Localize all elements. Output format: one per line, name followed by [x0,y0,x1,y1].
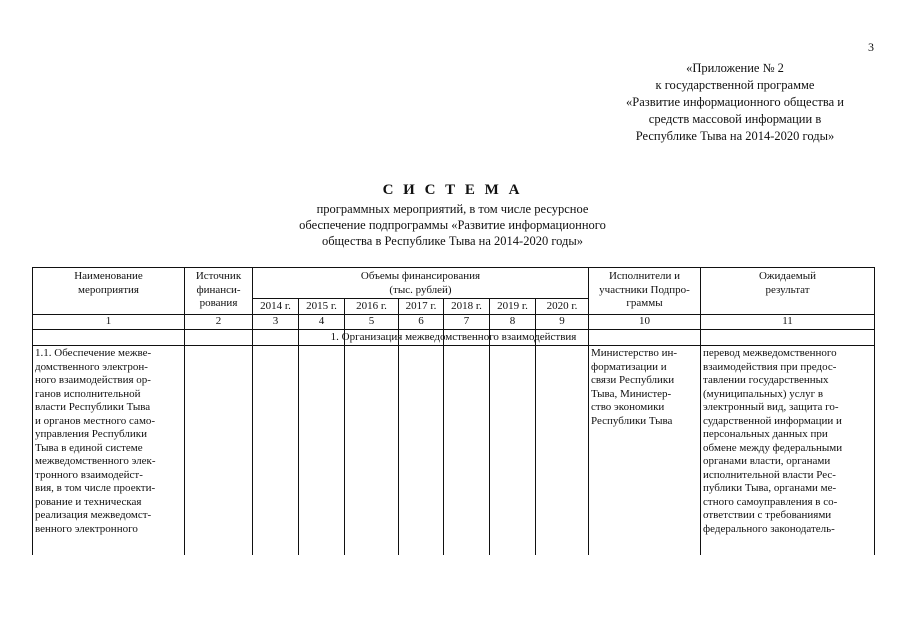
row-result-line: электронный вид, защита го- [703,401,839,413]
column-number: 6 [418,315,424,327]
row-result-line: ответствии с требованиями [703,509,832,521]
header-year: 2019 г. [497,300,528,312]
header-text: результат [765,283,810,296]
appendix-line: Республике Тыва на 2014-2020 годы» [635,129,835,143]
column-number: 1 [105,315,112,327]
page-number: 3 [868,40,874,54]
row-executor-line: форматизации и [591,360,667,373]
header-source [185,270,252,311]
header-text: Исполнители и [608,270,681,282]
header-text: (тыс. рублей) [389,283,452,296]
row-name-line: реализация межведомст- [35,509,152,521]
subtitle-line: программных мероприятий, в том числе ресурсное [316,202,589,216]
row-name-line: рование и техническая [35,495,142,508]
table-rule [32,329,874,330]
header-year: 2020 г. [546,300,578,312]
header-year: 2015 г. [306,300,337,312]
table-border-left [32,267,33,555]
header-text: Наименование [74,270,143,282]
row-result-line: публики Тыва, органами ме- [703,482,837,494]
appendix-line: «Развитие информационного общества и [626,95,844,109]
header-year: 2018 г. [451,300,482,312]
row-result-cell [703,347,873,536]
header-text: мероприятия [78,283,139,296]
row-result-line: стного самоуправления в со- [703,495,838,508]
table-rule [252,298,588,299]
column-number: 2 [215,315,222,327]
subtitle-line: общества в Республике Тыва на 2014-2020 годы» [321,234,584,248]
document-title: С И С Т Е М А [382,182,523,198]
row-result-line: федерального законодатель- [703,522,835,535]
table-border-top [32,267,874,268]
column-number: 4 [318,315,325,327]
header-executors [589,270,700,311]
header-text: Источник [195,270,242,282]
row-name-line: Тыва в единой системе [35,441,143,454]
row-executor-line: Министерство ин- [591,347,678,359]
row-name-line: управления Республики [35,428,147,440]
row-name-line: 1.1. Обеспечение межве- [35,347,152,359]
header-year: 2014 г. [260,300,291,312]
header-text: граммы [626,297,663,309]
row-executors-cell [591,347,699,428]
header-text: участники Подпро- [599,283,690,296]
row-executor-line: ство экономики [591,401,665,413]
row-result-line: органами власти, органами [703,455,831,467]
column-number: 3 [272,315,279,327]
row-result-line: сударственной информации и [703,414,842,427]
row-name-line: межведомственного элек- [35,455,156,467]
appendix-line: к государственной программе [655,78,815,92]
appendix-line: средств массовой информации в [648,112,822,126]
row-executor-line: Тыва, Министер- [591,387,672,400]
header-year: 2016 г. [356,300,387,312]
row-result-line: перевод межведомственного [703,347,837,359]
column-number: 8 [509,315,516,327]
section-title: 1. Организация межведомственного взаимодействия [330,331,577,343]
column-number: 11 [782,315,793,327]
row-name-line: венного электронного [35,522,138,535]
row-name-line: тронного взаимодейст- [35,468,143,481]
row-result-line: исполнительной власти Рес- [703,468,836,481]
column-number: 7 [463,315,470,327]
header-text: рования [199,297,238,309]
row-result-line: обмене между федеральными [703,441,843,454]
column-number: 10 [639,315,650,327]
row-executor-line: Республики Тыва [591,414,673,427]
table-border-right [874,267,875,555]
row-name-line: и органов местного само- [35,414,156,427]
column-number: 5 [368,315,375,327]
row-result-line: персональных данных при [703,428,828,440]
row-result-line: тавлении государственных [703,374,829,386]
row-result-line: (муниципальных) услуг в [703,387,824,400]
header-name [33,270,184,297]
header-text: Объемы финансирования [360,270,481,282]
header-result [701,270,874,297]
header-year: 2017 г. [405,300,437,312]
row-name-line: домственного электрон- [35,360,148,373]
row-executor-line: связи Республики [591,374,675,386]
column-number: 9 [559,315,565,327]
header-text: финанси- [196,283,241,296]
header-volumes [253,270,588,297]
row-result-line: взаимодействия при предос- [703,360,837,373]
subtitle-line: обеспечение подпрограммы «Развитие информационного [299,218,606,232]
table-rule [700,267,701,555]
row-name-line: ганов исполнительной [35,387,141,400]
header-text: Ожидаемый [758,270,817,282]
appendix-line: «Приложение № 2 [686,61,784,75]
row-name-line: вия, в том числе проекти- [35,482,156,494]
table-rule [32,345,874,346]
row-name-cell [35,347,183,536]
row-name-line: ного взаимодействия ор- [35,374,151,386]
row-name-line: власти Республики Тыва [35,401,151,413]
